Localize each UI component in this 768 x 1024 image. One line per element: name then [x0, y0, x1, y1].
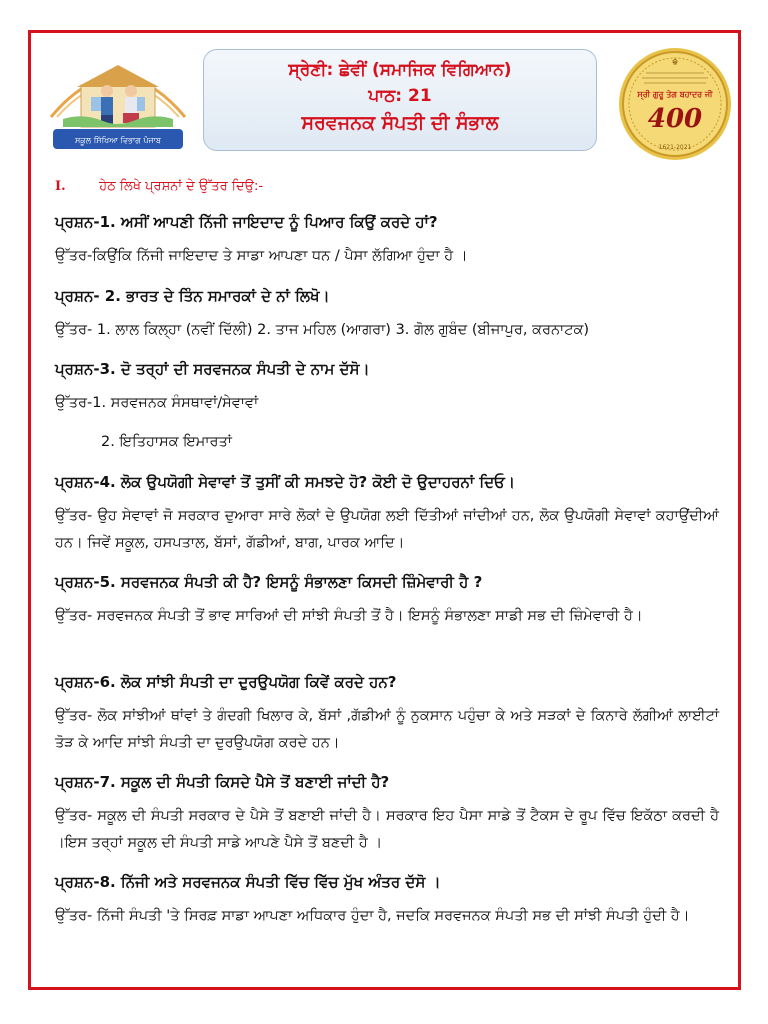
section-number: I.	[55, 179, 66, 194]
answer: ਉੱਤਰ- ਲੋਕ ਸਾਂਝੀਆਂ ਥਾਂਵਾਂ ਤੇ ਗੰਦਗੀ ਖਿਲਾਰ ਕੇ, ਬੱਸਾਂ ,ਗੱਡੀਆਂ ਨੂੰ ਨੁਕਸਾਨ ਪਹੁੰਚਾ ਕੇ ਅਤੇ ਸੜਕਾਂ ਦੇ ਕਿਨਾਰੇ ਲੱਗੀਆਂ ਲਾਈਟਾਂ ਤੋੜ ਕੇ ਆਦਿ ਸਾਂਝੀ ਸੰਪਤੀ ਦਾ ਦੁਰਉਪਯੋਗ ਕਰਦੇ ਹਨ।	[55, 708, 719, 751]
question: ਪ੍ਰਸ਼ਨ- 2. ਭਾਰਤ ਦੇ ਤਿੰਨ ਸਮਾਰਕਾਂ ਦੇ ਨਾਂ ਲਿਖੋ।	[55, 287, 330, 305]
answer: ਉੱਤਰ-ਕਿਉਂਕਿ ਨਿੱਜੀ ਜਾਇਦਾਦ ਤੇ ਸਾਡਾ ਆਪਣਾ ਧਨ / ਪੈਸਾ ਲੱਗਿਆ ਹੁੰਦਾ ਹੈ ।	[55, 248, 468, 264]
answer: ਉੱਤਰ- ਉਹ ਸੇਵਾਵਾਂ ਜੋ ਸਰਕਾਰ ਦੁਆਰਾ ਸਾਰੇ ਲੋਕਾਂ ਦੇ ਉਪਯੋਗ ਲਈ ਦਿੱਤੀਆਂ ਜਾਂਦੀਆਂ ਹਨ, ਲੋਕ ਉਪਯੋਗੀ ਸੇਵਾਵਾਂ ਕਹਾਉਂਦੀਆਂ ਹਨ। ਜਿਵੇਂ ਸਕੂਲ, ਹਸਪਤਾਲ, ਬੱਸਾਂ, ਗੱਡੀਆਂ, ਬਾਗ, ਪਾਰਕ ਆਦਿ।	[55, 508, 719, 551]
question: ਪ੍ਰਸ਼ਨ-6. ਲੋਕ ਸਾਂਝੀ ਸੰਪਤੀ ਦਾ ਦੁਰਉਪਯੋਗ ਕਿਵੇਂ ਕਰਦੇ ਹਨ?	[55, 673, 397, 691]
qa-item	[55, 211, 719, 270]
title-box	[203, 49, 597, 151]
qa-item	[55, 285, 719, 344]
answer: ਉੱਤਰ- ਸਰਵਜਨਕ ਸੰਪਤੀ ਤੋਂ ਭਾਵ ਸਾਰਿਆਂ ਦੀ ਸਾਂਝੀ ਸੰਪਤੀ ਤੋਂ ਹੈ। ਇਸਨੂੰ ਸੰਭਾਲਣਾ ਸਾਡੀ ਸਭ ਦੀ ਜ਼ਿੰਮੇਵਾਰੀ ਹੈ।	[55, 608, 643, 624]
page-header	[31, 33, 738, 163]
qa-item	[55, 671, 719, 757]
question: ਪ੍ਰਸ਼ਨ-7. ਸਕੂਲ ਦੀ ਸੰਪਤੀ ਕਿਸਦੇ ਪੈਸੇ ਤੋਂ ਬਣਾਈ ਜਾਂਦੀ ਹੈ?	[55, 773, 390, 791]
instruction-text: ਹੇਠ ਲਿਖੇ ਪ੍ਰਸ਼ਨਾਂ ਦੇ ਉੱਤਰ ਦਿਉ:-	[99, 179, 264, 194]
section-instruction	[55, 179, 263, 194]
anniversary-seal	[616, 45, 734, 163]
question: ਪ੍ਰਸ਼ਨ-3. ਦੋ ਤਰ੍ਹਾਂ ਦੀ ਸਰਵਜਨਕ ਸੰਪਤੀ ਦੇ ਨਾਮ ਦੱਸੋ।	[55, 360, 370, 378]
seal-ik-onkar-icon: ☬	[671, 58, 679, 68]
qa-item	[55, 571, 719, 630]
qa-item	[55, 471, 719, 557]
school-education-logo	[43, 47, 193, 157]
seal-number: 400	[647, 104, 703, 134]
question: ਪ੍ਰਸ਼ਨ-8. ਨਿੱਜੀ ਅਤੇ ਸਰਵਜਨਕ ਸੰਪਤੀ ਵਿੱਚ ਵਿੱਚ ਮੁੱਖ ਅੰਤਰ ਦੱਸੋ ।	[55, 873, 441, 891]
lesson-number: ਪਾਠ: 21	[368, 86, 432, 106]
answer: ਉੱਤਰ- ਸਕੂਲ ਦੀ ਸੰਪਤੀ ਸਰਕਾਰ ਦੇ ਪੈਸੇ ਤੋਂ ਬਣਾਈ ਜਾਂਦੀ ਹੈ। ਸਰਕਾਰ ਇਹ ਪੈਸਾ ਸਾਡੇ ਤੋਂ ਟੈਕਸ ਦੇ ਰੂਪ ਵਿੱਚ ਇਕੱਠਾ ਕਰਦੀ ਹੈ ।ਇਸ ਤਰ੍ਹਾਂ ਸਕੂਲ ਦੀ ਸੰਪਤੀ ਸਾਡੇ ਆਪਣੇ ਪੈਸੇ ਤੋਂ ਬਣਦੀ ਹੈ ।	[55, 808, 719, 851]
class-subject-line: ਸ੍ਰੇਣੀ: ਛੇਵੀਂ (ਸਮਾਜਿਕ ਵਿਗਿਆਨ)	[288, 60, 512, 80]
question: ਪ੍ਰਸ਼ਨ-1. ਅਸੀਂ ਆਪਣੀ ਨਿੱਜੀ ਜਾਇਦਾਦ ਨੂੰ ਪਿਆਰ ਕਿਉਂ ਕਰਦੇ ਹਾਂ?	[55, 213, 438, 231]
question: ਪ੍ਰਸ਼ਨ-5. ਸਰਵਜਨਕ ਸੰਪਤੀ ਕੀ ਹੈ? ਇਸਨੂੰ ਸੰਭਾਲਣਾ ਕਿਸਦੀ ਜ਼ਿੰਮੇਵਾਰੀ ਹੈ ?	[55, 573, 483, 591]
seal-years: 1621-2021	[658, 144, 692, 151]
question: ਪ੍ਰਸ਼ਨ-4. ਲੋਕ ਉਪਯੋਗੀ ਸੇਵਾਵਾਂ ਤੋਂ ਤੁਸੀਂ ਕੀ ਸਮਝਦੇ ਹੋ? ਕੋਈ ਦੋ ਉਦਾਹਰਨਾਂ ਦਿਓ।	[55, 473, 516, 491]
answer: ਉੱਤਰ- 1. ਲਾਲ ਕਿਲ੍ਹਾ (ਨਵੀਂ ਦਿੱਲੀ) 2. ਤਾਜ ਮਹਿਲ (ਆਗਰਾ) 3. ਗੋਲ ਗੁਬੰਦ (ਬੀਜਾਪੁਰ, ਕਰਨਾਟਕ)	[55, 322, 590, 338]
page-border	[28, 30, 741, 990]
answer-continued: 2. ਇਤਿਹਾਸਕ ਇਮਾਰਤਾਂ	[101, 434, 232, 450]
qa-item	[55, 871, 719, 930]
lesson-title: ਸਰਵਜਨਕ ਸੰਪਤੀ ਦੀ ਸੰਭਾਲ	[301, 112, 499, 134]
answer: ਉੱਤਰ- ਨਿੱਜੀ ਸੰਪਤੀ 'ਤੇ ਸਿਰਫ਼ ਸਾਡਾ ਆਪਣਾ ਅਧਿਕਾਰ ਹੁੰਦਾ ਹੈ, ਜਦਕਿ ਸਰਵਜਨਕ ਸੰਪਤੀ ਸਭ ਦੀ ਸਾਂਝੀ ਸੰਪਤੀ ਹੁੰਦੀ ਹੈ।	[55, 908, 690, 924]
seal-text: ਸ੍ਰੀ ਗੁਰੂ ਤੇਗ ਬਹਾਦਰ ਜੀ	[637, 90, 713, 99]
qa-item	[55, 771, 719, 857]
answer: ਉੱਤਰ-1. ਸਰਵਜਨਕ ਸੰਸਥਾਵਾਂ/ਸੇਵਾਵਾਂ	[55, 395, 259, 411]
logo-text: ਸਕੂਲ ਸਿੱਖਿਆ ਵਿਭਾਗ ਪੰਜਾਬ	[74, 136, 162, 145]
qa-item	[55, 358, 719, 456]
